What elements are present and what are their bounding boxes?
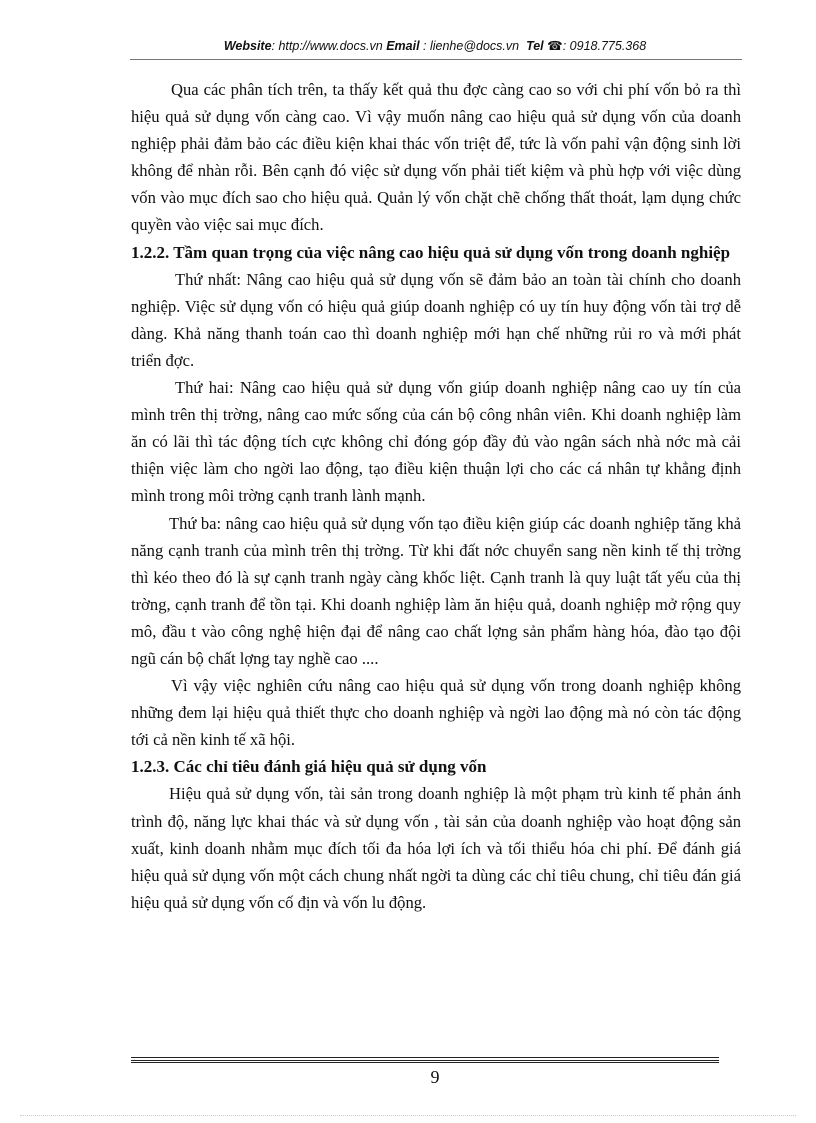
header-divider [130, 59, 742, 60]
phone-icon: ☎ [547, 39, 563, 53]
paragraph-1: Qua các phân tích trên, ta thấy kết quả thu đợc càng cao so với chi phí vốn bỏ ra thì hiệu quả sử dụng vốn càng cao. Vì vậy muốn nâng cao hiệu quả sử dụng vốn của doanh nghiệp phải đảm bảo các điều kiện khai thác vốn triệt để, tức là vốn pahỉ vận động sinh lời không để nhàn rỗi. Bên cạnh đó việc sử dụng vốn phải tiết kiệm và phù hợp với việc dùng vốn vào mục đích sao cho hiệu quả. Quản lý vốn chặt chẽ chống thất thoát, lạm dụng chức quyền vào việc sai mục đích. [131, 80, 741, 235]
tel-label: Tel [526, 39, 544, 53]
page-edge-dotted-line [20, 1115, 796, 1116]
paragraph-5: Vì vậy việc nghiên cứu nâng cao hiệu quả sử dụng vốn trong doanh nghiệp không những đem lại hiệu quả thiết thực cho doanh nghiệp và ngời lao động mà nó còn tác động tới cả nền kinh tế xã hội. [131, 676, 741, 750]
paragraph-6: Hiệu quả sử dụng vốn, tài sản trong doanh nghiệp là một phạm trù kinh tế phản ánh trình độ, năng lực khai thác và sử dụng vốn , tài sản của doanh nghiệp vào hoạt động sản xuất, kinh doanh nhằm mục đích tối đa hóa lợi ích và tối thiểu hóa chi phí. Để đánh giá hiệu quả sử dụng vốn một cách chung nhất ngời ta dùng các chỉ tiêu chung, chỉ tiêu đán giá hiệu quả sử dụng vốn cố địn và vốn lu động. [131, 784, 741, 912]
email-value: : lienhe@docs.vn [423, 39, 520, 53]
paragraph-3: Thứ hai: Nâng cao hiệu quả sử dụng vốn giúp doanh nghiệp nâng cao uy tín của mình trên thị trờng, nâng cao mức sống của cán bộ công nhân viên. Khi doanh nghiệp làm ăn có lãi thì tác động tích cực không chỉ đóng góp đầy đủ vào ngân sách nhà nớc mà cải thiện việc làm cho ngời lao động, tạo điều kiện thuận lợi cho các cá nhân tự khẳng định mình trong môi trờng cạnh tranh lành mạnh. [131, 378, 741, 506]
page-number: 9 [430, 1067, 440, 1087]
paragraph-4: Thứ ba: nâng cao hiệu quả sử dụng vốn tạo điều kiện giúp các doanh nghiệp tăng khả năng cạnh tranh của mình trên thị trờng. Từ khi đất nớc chuyển sang nền kinh tế thị trờng thì kéo theo đó là sự cạnh tranh ngày càng khốc liệt. Cạnh tranh là quy luật tất yếu của thị trờng, cạnh tranh để tồn tại. Khi doanh nghiệp làm ăn hiệu quả, doanh nghiệp mở rộng quy mô, đầu t vào công nghệ hiện đại để nâng cao chất lợng sản phẩm hàng hóa, đào tạo đội ngũ cán bộ chất lợng tay nghề cao .... [131, 513, 741, 668]
section-heading-1-2-3: 1.2.3. Các chỉ tiêu đánh giá hiệu quả sử dụng vốn [131, 757, 487, 777]
website-label: Website [223, 39, 272, 53]
paragraph-2: Thứ nhất: Nâng cao hiệu quả sử dụng vốn sẽ đảm bảo an toàn tài chính cho doanh nghiệp. Việc sử dụng vốn có hiệu quả giúp doanh nghiệp có uy tín huy động vốn tài trợ dễ dàng. Khả năng thanh toán cao thì doanh nghiệp mới hạn chế những rủi ro và mới phát triển đợc. [131, 269, 741, 370]
email-label: Email [386, 39, 420, 53]
page-header [130, 38, 740, 53]
website-value: : http://www.docs.vn [271, 39, 383, 53]
tel-value: : 0918.775.368 [562, 39, 647, 53]
document-body [131, 76, 741, 916]
section-heading-1-2-2: 1.2.2. Tầm quan trọng của việc nâng cao hiệu quả sử dụng vốn trong doanh nghiệp [131, 242, 731, 262]
footer-divider [131, 1057, 719, 1065]
